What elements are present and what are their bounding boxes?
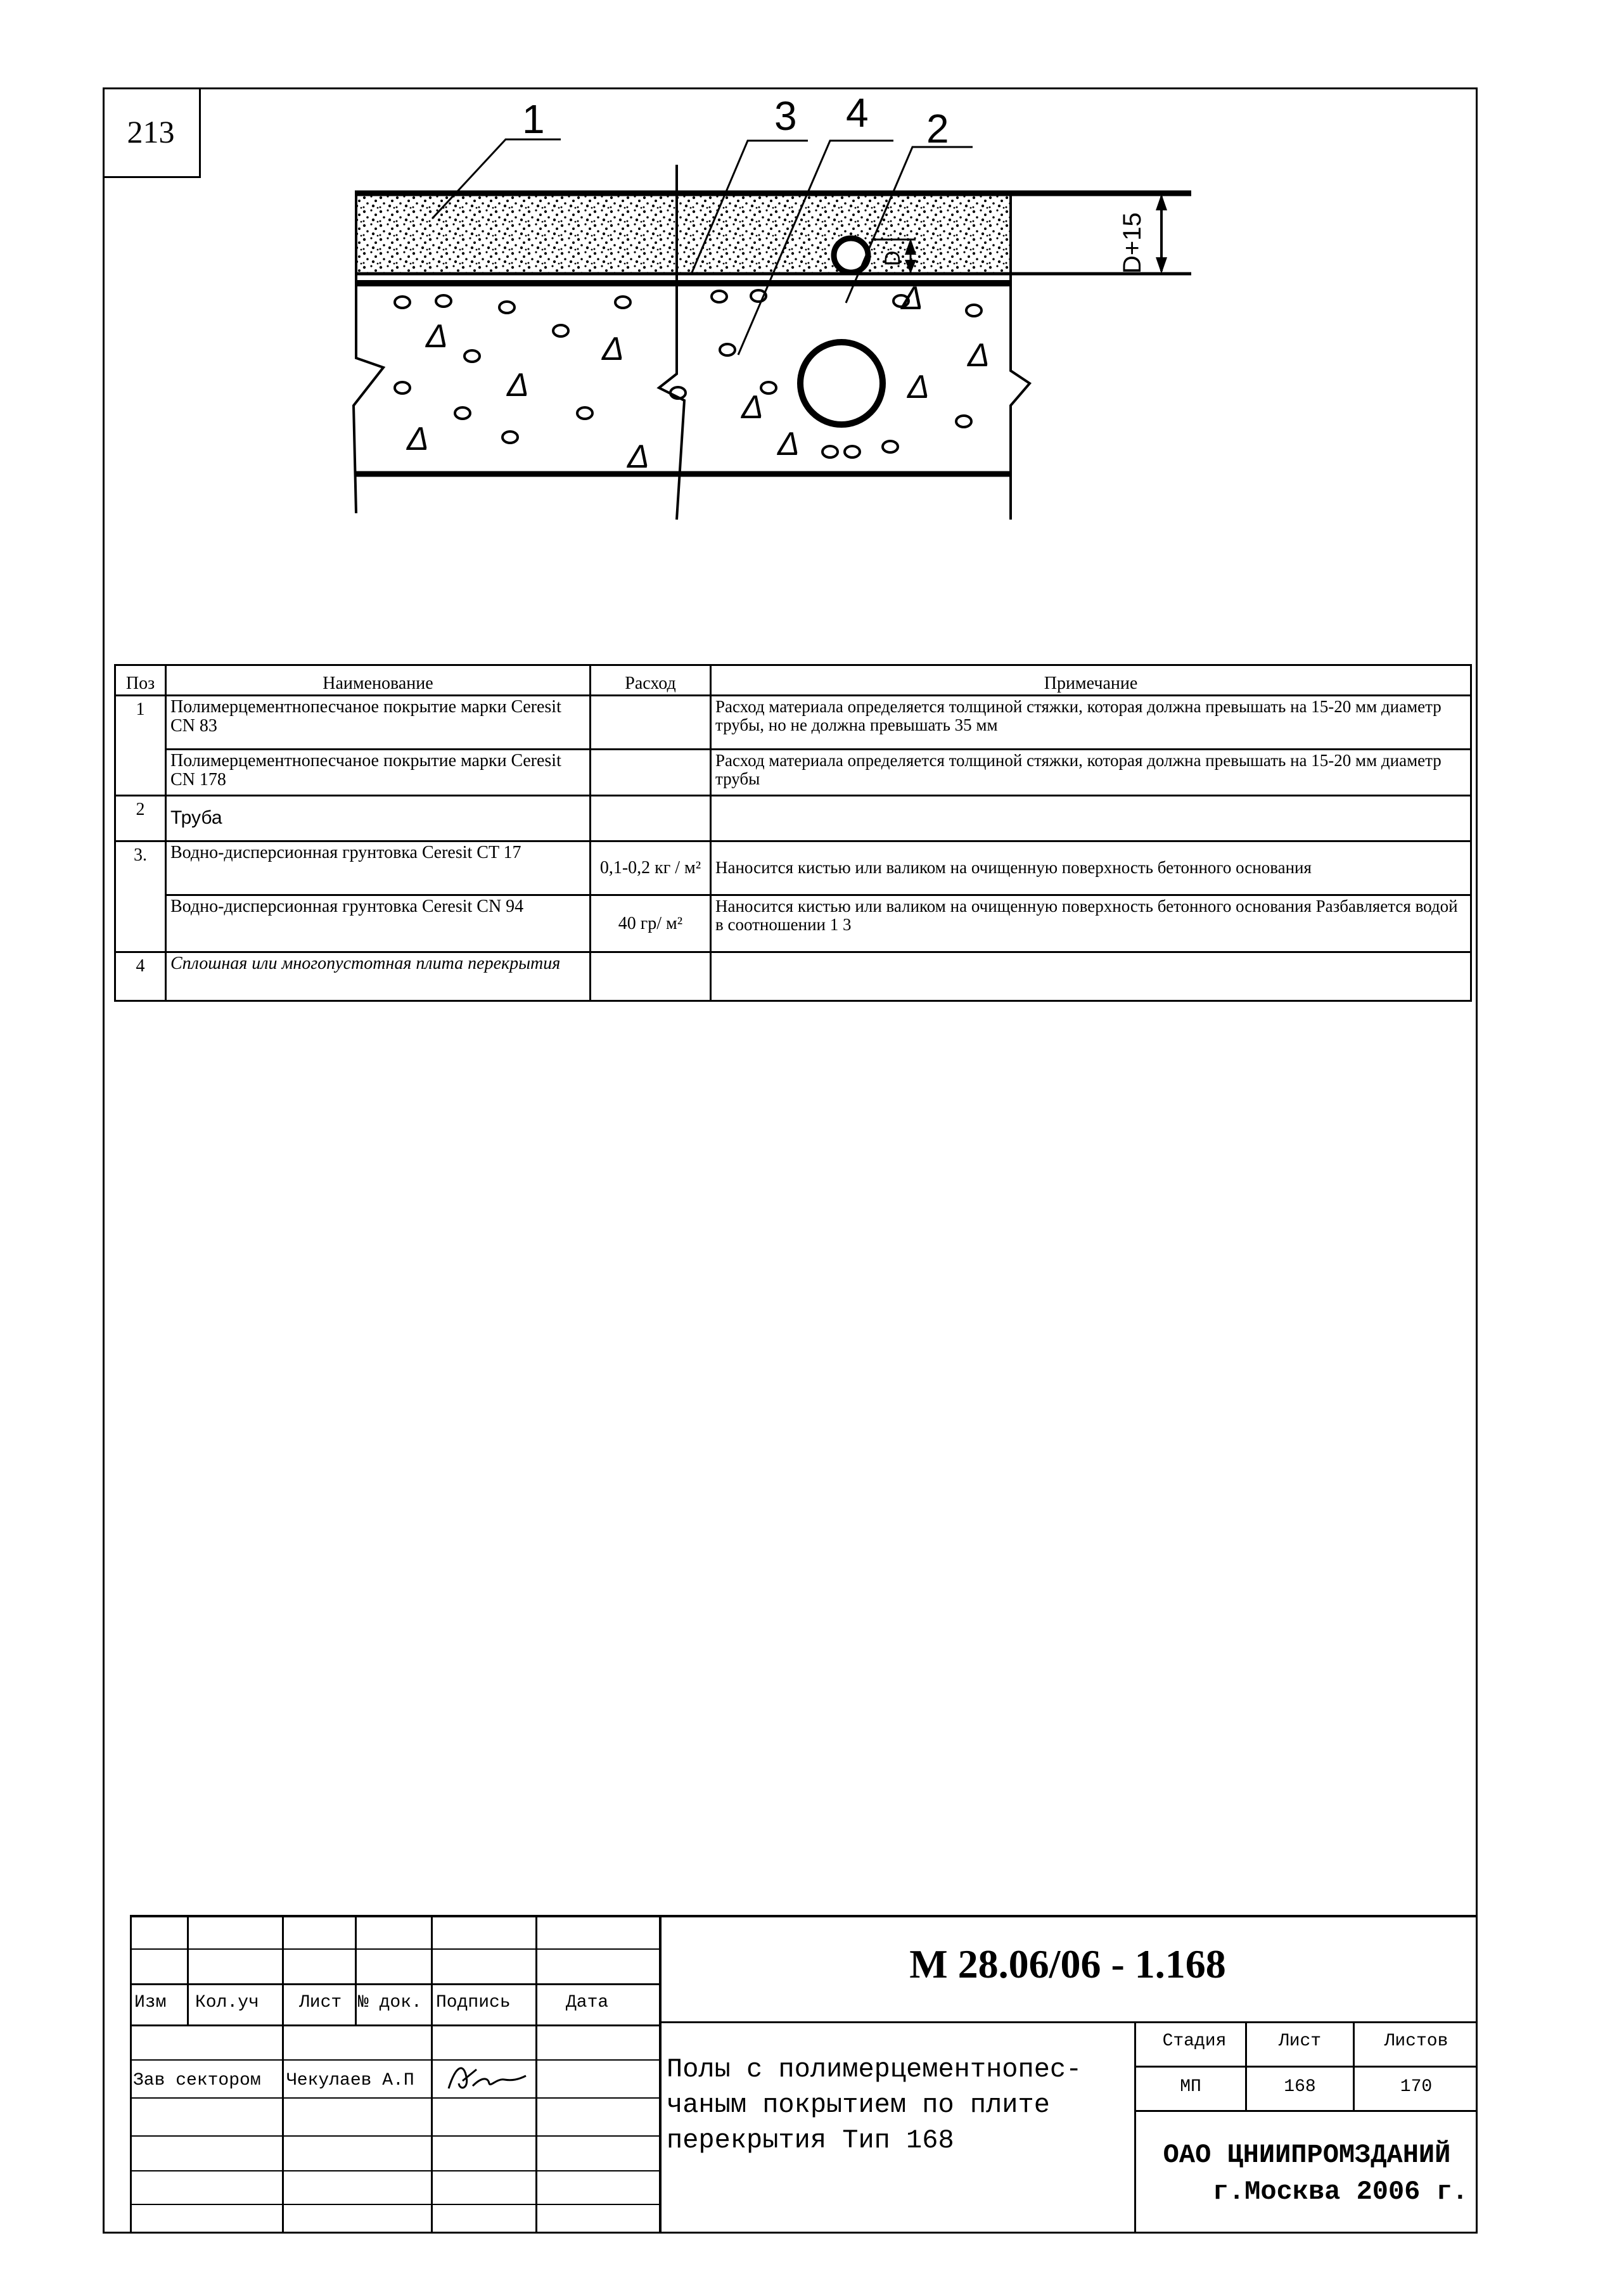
floor-section-diagram — [0, 0, 1624, 634]
sheet-description: Полы с полимерцементнопес-чаным покрытием по плите перекрытия Тип 168 — [667, 2054, 1082, 2156]
callout-4: 4 — [846, 90, 869, 136]
header-note: Примечание — [711, 665, 1471, 696]
stage-header: Стадия — [1162, 2031, 1227, 2051]
col-list: Лист — [299, 1993, 342, 2012]
city-year: г.Москва 2006 г. — [1212, 2177, 1468, 2207]
col-kol-uch: Кол.уч — [195, 1993, 259, 2012]
callout-2: 2 — [926, 106, 949, 151]
col-n-dok: № док. — [358, 1993, 422, 2012]
svg-text:Δ: Δ — [426, 318, 448, 355]
sheet-number: 213 — [103, 87, 201, 178]
svg-text:Δ: Δ — [507, 367, 529, 404]
signature — [444, 2058, 532, 2097]
sheets-header: Листов — [1384, 2031, 1448, 2051]
item-name: Труба — [166, 795, 591, 841]
role-label: Зав сектором — [133, 2071, 261, 2090]
org-name: ОАО ЦНИИПРОМЗДАНИЙ — [1163, 2140, 1451, 2170]
item-name: Полимерцементнопесчаное покрытие марки Ceresit CN 83 — [166, 696, 591, 750]
table-row — [115, 895, 1471, 952]
item-note: Расход материала определяется толщиной стяжки, которая должна превышать на 15-20 мм диаметр трубы, но не должна превышать 35 мм — [711, 696, 1471, 750]
col-izm: Изм — [134, 1993, 167, 2012]
item-note: Наносится кистью или валиком на очищенную поверхность бетонного основания Разбавляется водой в соотношении 1 3 — [711, 895, 1471, 952]
svg-text:Δ: Δ — [777, 426, 800, 463]
item-name: Водно-дисперсионная грунтовка Ceresit CN 94 — [166, 895, 591, 952]
sheets-value: 170 — [1400, 2077, 1433, 2097]
callout-1: 1 — [522, 96, 545, 142]
header-name: Наименование — [166, 665, 591, 696]
svg-text:Δ: Δ — [602, 331, 624, 368]
stage-value: МП — [1180, 2077, 1201, 2097]
item-name: Сплошная или многопустотная плита перекрытия — [166, 952, 591, 1001]
table-row: 4 Сплошная или многопустотная плита перекрытия — [115, 952, 1471, 1001]
item-rate: 40 гр/ м² — [591, 895, 711, 952]
table-row — [115, 749, 1471, 795]
item-note: Расход материала определяется толщиной стяжки, которая должна превышать на 15-20 мм диаметр трубы — [711, 749, 1471, 795]
svg-text:Δ: Δ — [901, 280, 923, 317]
organization — [1134, 2137, 1480, 2210]
header-pos: Поз — [115, 665, 166, 696]
item-name: Полимерцементнопесчаное покрытие марки Ceresit CN 178 — [166, 749, 591, 795]
table-row: 3. Водно-дисперсионная грунтовка Ceresit CT 17 0,1-0,2 кг / м² Наносится кистью или валиком на очищенную поверхность бетонного основания — [115, 841, 1471, 895]
item-rate: 0,1-0,2 кг / м² — [591, 841, 711, 895]
col-data: Дата — [566, 1993, 609, 2012]
specification-table — [114, 664, 1472, 1002]
item-note: Наносится кистью или валиком на очищенную поверхность бетонного основания — [711, 841, 1471, 895]
sheet-value: 168 — [1284, 2077, 1316, 2097]
svg-text:Δ: Δ — [907, 369, 930, 406]
pipe-in-screed — [834, 238, 868, 272]
svg-text:Δ: Δ — [968, 337, 990, 374]
svg-text:Δ: Δ — [407, 421, 429, 457]
slab-hollow-core — [800, 342, 883, 425]
col-podpis: Подпись — [436, 1993, 511, 2012]
document-code: М 28.06/06 - 1.168 — [909, 1941, 1226, 1986]
table-row: 2 Труба — [115, 795, 1471, 841]
header-rate: Расход — [591, 665, 711, 696]
item-name: Водно-дисперсионная грунтовка Ceresit CT 17 — [166, 841, 591, 895]
svg-text:Δ: Δ — [627, 438, 649, 475]
dimension-label: D+15 — [1118, 212, 1146, 274]
svg-text:Δ: Δ — [741, 389, 764, 426]
table-row: 1 Полимерцементнопесчаное покрытие марки Ceresit CN 83 Расход материала определяется толщиной стяжки, которая должна превышать на 15-20 мм диаметр трубы, но не должна превышать 35 мм — [115, 696, 1471, 750]
sheet-header: Лист — [1278, 2031, 1322, 2051]
title-block-top — [130, 1915, 1478, 1917]
pipe-dimension-label: D — [881, 250, 905, 266]
callout-3: 3 — [774, 93, 797, 139]
person-name: Чекулаев А.П — [286, 2071, 414, 2090]
